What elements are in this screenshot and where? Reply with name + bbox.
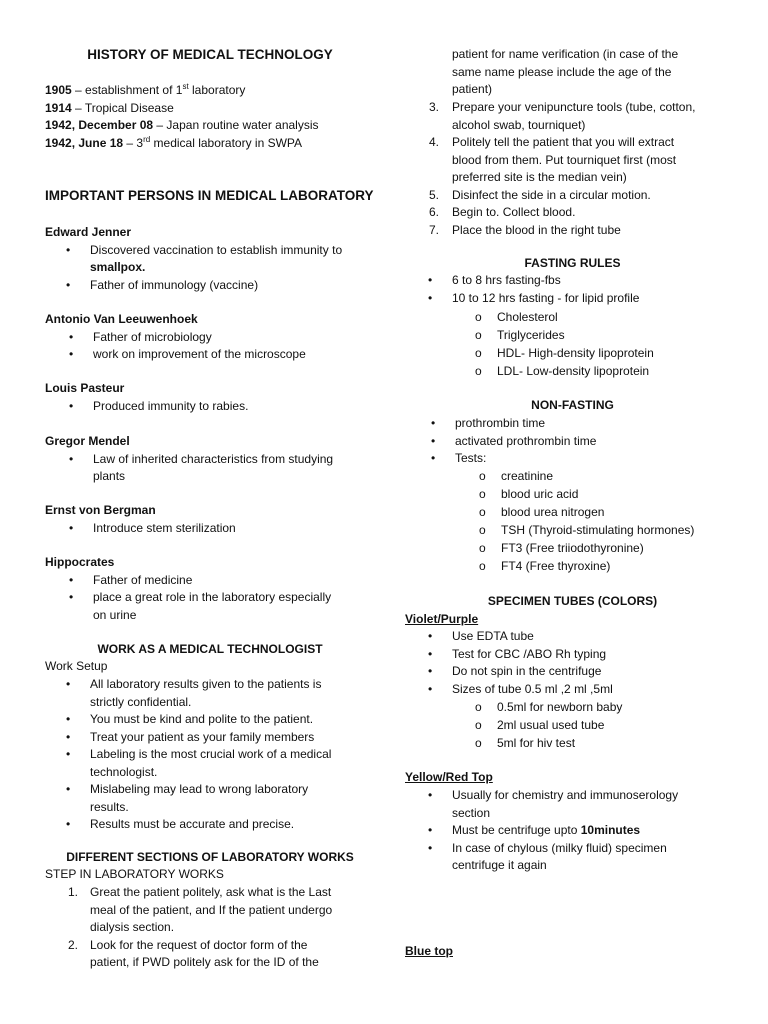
person-name: Ernst von Bergman bbox=[45, 503, 156, 517]
bullet-item: • You must be kind and polite to the patient. bbox=[45, 711, 375, 729]
bullet-item: • Usually for chemistry and immunoserology section bbox=[405, 787, 740, 822]
fasting-title: FASTING RULES bbox=[524, 256, 621, 270]
sub-item: o blood urea nitrogen bbox=[501, 503, 740, 521]
bullet-item: • Father of microbiology bbox=[45, 329, 375, 347]
bullet-item: • Treat your patient as your family members bbox=[45, 729, 375, 747]
bullet-item: • In case of chylous (milky fluid) specimen centrifuge it again bbox=[405, 840, 740, 875]
persons-title: IMPORTANT PERSONS IN MEDICAL LABORATORY bbox=[45, 188, 374, 203]
sub-item: o blood uric acid bbox=[501, 485, 740, 503]
bullet-item: • activated prothrombin time bbox=[405, 433, 740, 451]
tubes-title: SPECIMEN TUBES (COLORS) bbox=[487, 594, 658, 608]
bullet-item: • Father of medicine bbox=[45, 572, 375, 590]
person-hippocrates bbox=[45, 554, 375, 624]
step-item: 7. Place the blood in the right tube bbox=[429, 222, 621, 237]
sub-item: o 2ml usual used tube bbox=[497, 716, 740, 734]
bullet-item: • 10 to 12 hrs fasting - for lipid profile bbox=[405, 290, 740, 308]
sub-item: o creatinine bbox=[501, 467, 740, 485]
history-item: 1914 – Tropical Disease bbox=[45, 100, 174, 115]
sub-item: o 5ml for hiv test bbox=[497, 734, 740, 752]
sub-item: o FT3 (Free triiodothyronine) bbox=[501, 539, 740, 557]
bullet-item: • Mislabeling may lead to wrong laboratory results. bbox=[45, 781, 375, 816]
person-name: Hippocrates bbox=[45, 555, 115, 569]
bullet-item: • Labeling is the most crucial work of a medical technologist. bbox=[45, 746, 375, 781]
work-list bbox=[45, 676, 375, 834]
steps-label: STEP IN LABORATORY WORKS bbox=[45, 867, 224, 881]
work-setup-label: Work Setup bbox=[45, 659, 108, 673]
step-item: 2. Look for the request of doctor form of the patient, if PWD politely ask for the ID of the bbox=[68, 937, 319, 969]
step-item: 6. Begin to. Collect blood. bbox=[429, 205, 576, 219]
step-continuation: patient for name verification (in case of the same name please include the age of the patient) bbox=[452, 47, 679, 96]
sub-item: o FT4 (Free thyroxine) bbox=[501, 557, 740, 575]
sub-item: o LDL- Low-density lipoprotein bbox=[497, 362, 740, 380]
nonfasting-list bbox=[405, 415, 740, 468]
bullet-item: • work on improvement of the microscope bbox=[45, 346, 375, 364]
yellow-list bbox=[405, 787, 740, 875]
work-title: WORK AS A MEDICAL TECHNOLOGIST bbox=[97, 642, 323, 656]
bullet-item: • 6 to 8 hrs fasting-fbs bbox=[405, 272, 740, 290]
bullet-item: • Test for CBC /ABO Rh typing bbox=[405, 646, 740, 664]
bullet-item: • Sizes of tube 0.5 ml ,2 ml ,5ml bbox=[405, 681, 740, 699]
test-list bbox=[405, 467, 740, 575]
steps-list-right bbox=[405, 99, 740, 239]
sub-item: o 0.5ml for newborn baby bbox=[497, 698, 740, 716]
person-mendel bbox=[45, 433, 375, 486]
bullet-item: • Do not spin in the centrifuge bbox=[405, 663, 740, 681]
yellow-title: Yellow/Red Top bbox=[405, 770, 493, 784]
person-bergman bbox=[45, 502, 375, 537]
person-jenner bbox=[45, 224, 375, 294]
bullet-item: • All laboratory results given to the patients is strictly confidential. bbox=[45, 676, 375, 711]
person-name: Gregor Mendel bbox=[45, 434, 130, 448]
step-item: 1. Great the patient politely, ask what is the Last meal of the patient, and If the patient undergo dialysis section. bbox=[68, 885, 333, 934]
sub-item: o TSH (Thyroid-stimulating hormones) bbox=[501, 521, 740, 539]
sections-title: DIFFERENT SECTIONS OF LABORATORY WORKS bbox=[66, 850, 354, 864]
person-leeuwenhoek bbox=[45, 311, 375, 364]
steps-list-left bbox=[45, 884, 375, 972]
nonfasting-title: NON-FASTING bbox=[531, 398, 614, 412]
sub-item: o Cholesterol bbox=[497, 308, 740, 326]
bullet-item: • prothrombin time bbox=[405, 415, 740, 433]
step-item: 5. Disinfect the side in a circular motion. bbox=[429, 187, 651, 202]
blue-title: Blue top bbox=[405, 944, 453, 958]
bullet-item: • Must be centrifuge upto 10minutes bbox=[405, 822, 740, 840]
bullet-item: • Discovered vaccination to establish immunity to smallpox. bbox=[45, 242, 375, 277]
bullet-item: • Law of inherited characteristics from studying plants bbox=[45, 451, 375, 486]
history-item: 1905 – establishment of 1st laboratory bbox=[45, 82, 246, 97]
history-title: HISTORY OF MEDICAL TECHNOLOGY bbox=[87, 47, 333, 62]
person-name: Antonio Van Leeuwenhoek bbox=[45, 312, 198, 326]
bullet-item: • place a great role in the laboratory especially on urine bbox=[45, 589, 375, 624]
person-name: Edward Jenner bbox=[45, 225, 132, 239]
bullet-item: • Produced immunity to rabies. bbox=[45, 398, 375, 416]
violet-list bbox=[405, 628, 740, 698]
lipid-list bbox=[405, 308, 740, 380]
history-item: 1942, December 08 – Japan routine water analysis bbox=[45, 118, 319, 132]
sub-item: o HDL- High-density lipoprotein bbox=[497, 344, 740, 362]
history-item: 1942, June 18 – 3rd medical laboratory in SWPA bbox=[45, 134, 303, 150]
bullet-item: • Father of immunology (vaccine) bbox=[45, 277, 375, 295]
sub-item: o Triglycerides bbox=[497, 326, 740, 344]
person-name: Louis Pasteur bbox=[45, 381, 125, 395]
bullet-item: • Tests: bbox=[405, 450, 740, 468]
fasting-list bbox=[405, 272, 740, 307]
violet-title: Violet/Purple bbox=[405, 612, 479, 626]
bullet-item: • Results must be accurate and precise. bbox=[45, 816, 375, 834]
bullet-item: • Use EDTA tube bbox=[405, 628, 740, 646]
history-list bbox=[45, 82, 375, 152]
step-item: 3. Prepare your venipuncture tools (tube, cotton, alcohol swab, tourniquet) bbox=[429, 100, 696, 132]
size-list bbox=[405, 698, 740, 752]
bullet-item: • Introduce stem sterilization bbox=[45, 520, 375, 538]
step-item: 4. Politely tell the patient that you will extract blood from them. Put tourniquet first (most preferred site is the median vein) bbox=[429, 135, 677, 184]
person-pasteur bbox=[45, 380, 375, 415]
